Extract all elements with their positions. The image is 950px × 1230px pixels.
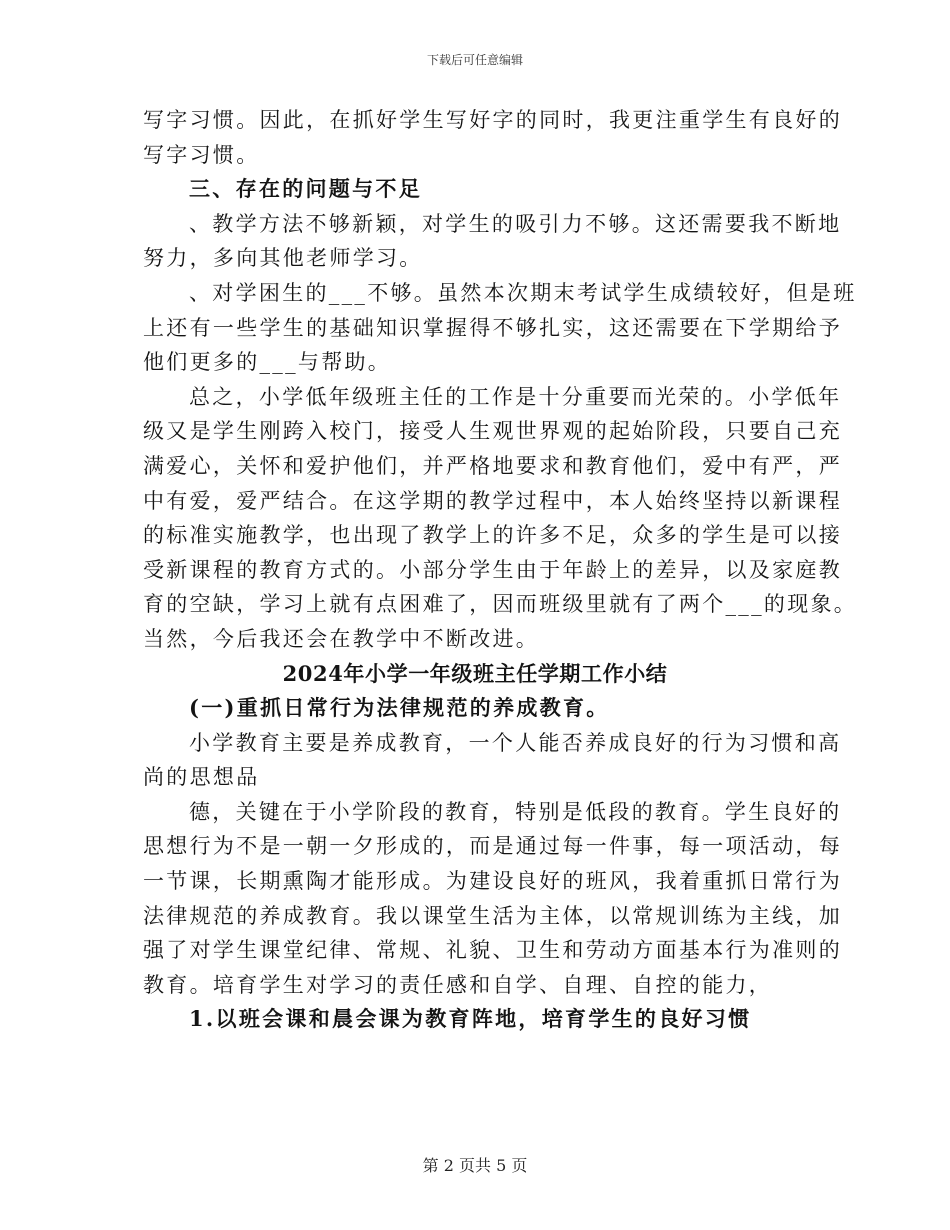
section-heading: 1.以班会课和晨会课为教育阵地，培育学生的良好习惯 — [189, 1006, 752, 1032]
document-title: 2024年小学一年级班主任学期工作小结 — [282, 660, 668, 686]
document-body — [143, 103, 858, 1037]
paragraph-line: 努力，多向其他老师学习。 — [143, 246, 423, 271]
paragraph-line: 思想行为不是一朝一夕形成的，而是通过每一件事，每一项活动，每 — [143, 834, 842, 859]
paragraph-line: 写字习惯。 — [143, 142, 260, 167]
paragraph-line: 中有爱，爱严结合。在这学期的教学过程中，本人始终坚持以新课程 — [143, 488, 842, 513]
section-heading: 三、存在的问题与不足 — [189, 176, 422, 202]
section-heading: (一)重抓日常行为法律规范的养成教育。 — [189, 695, 610, 721]
paragraph-line: 、教学方法不够新颖，对学生的吸引力不够。这还需要我不断地 — [189, 211, 842, 236]
paragraph-line: 总之，小学低年级班主任的工作是十分重要而光荣的。小学低年 — [189, 384, 842, 409]
paragraph-line: 受新课程的教育方式的。小部分学生由于年龄上的差异，以及家庭教 — [143, 557, 842, 582]
paragraph-line: 上还有一些学生的基础知识掌握得不够扎实，这还需要在下学期给予 — [143, 315, 842, 340]
paragraph-line: 当然，今后我还会在教学中不断改进。 — [143, 626, 540, 651]
paragraph-line: 写字习惯。因此，在抓好学生写好字的同时，我更注重学生有良好的 — [143, 108, 842, 132]
paragraph-line: 小学教育主要是养成教育，一个人能否养成良好的行为习惯和高 — [189, 730, 842, 755]
paragraph-line: 强了对学生课堂纪律、常规、礼貌、卫生和劳动方面基本行为准则的 — [143, 938, 842, 963]
paragraph-line: 、对学困生的___不够。虽然本次期末考试学生成绩较好，但是班 — [189, 280, 857, 305]
paragraph-line: 尚的思想品 — [143, 765, 260, 790]
paragraph-line: 教育。培育学生对学习的责任感和自学、自理、自控的能力， — [143, 972, 773, 997]
paragraph-line: 级又是学生刚跨入校门，接受人生观世界观的起始阶段，只要自己充 — [143, 419, 842, 444]
paragraph-line: 他们更多的___与帮助。 — [143, 350, 392, 375]
page-header: 下载后可任意编辑 — [426, 53, 523, 67]
page-number-footer: 第 2 页共 5 页 — [422, 1156, 528, 1175]
paragraph-line: 德，关键在于小学阶段的教育，特别是低段的教育。学生良好的 — [189, 799, 842, 824]
paragraph-line: 育的空缺，学习上就有点困难了，因而班级里就有了两个___的现象。 — [143, 592, 858, 617]
paragraph-line: 法律规范的养成教育。我以课堂生活为主体，以常规训练为主线，加 — [143, 903, 842, 928]
paragraph-line: 一节课，长期熏陶才能形成。为建设良好的班风，我着重抓日常行为 — [143, 869, 842, 894]
paragraph-line: 的标准实施教学，也出现了教学上的许多不足，众多的学生是可以接 — [143, 523, 842, 548]
paragraph-line: 满爱心，关怀和爱护他们，并严格地要求和教育他们，爱中有严，严 — [143, 453, 842, 478]
